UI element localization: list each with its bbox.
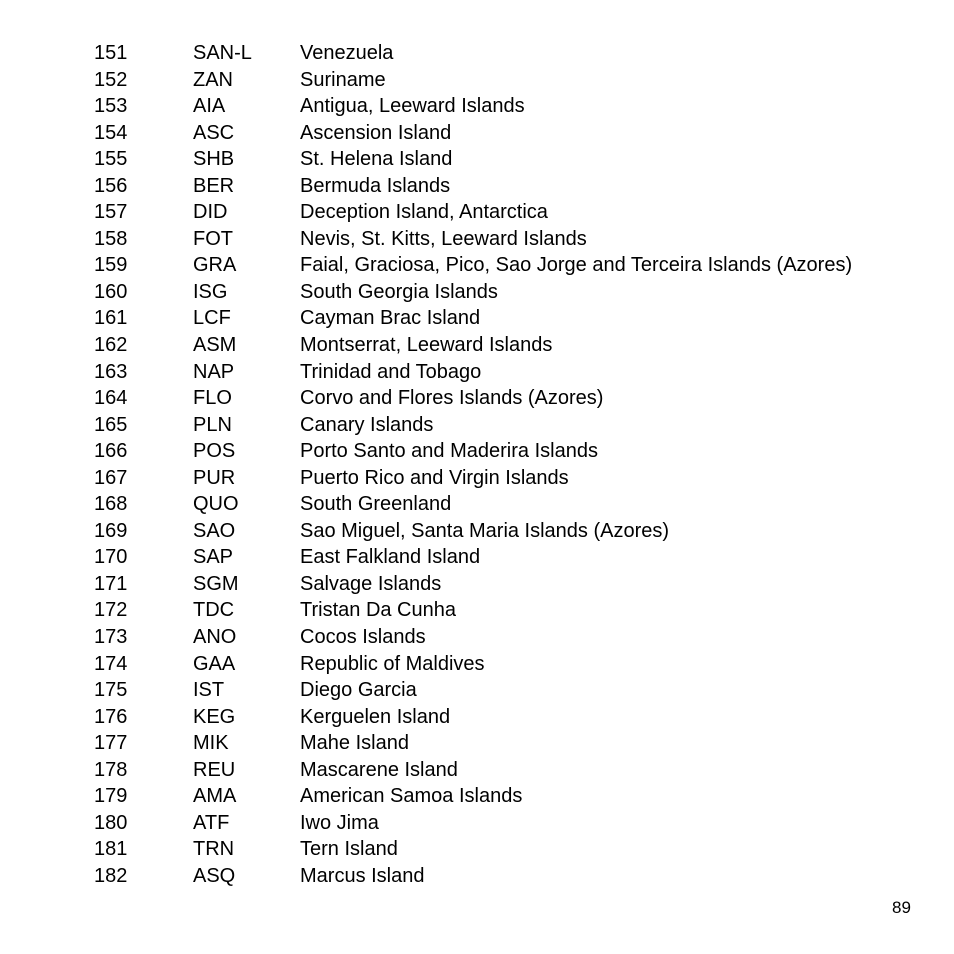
page-number: 89 — [892, 898, 911, 917]
row-number: 153 — [94, 95, 128, 118]
row-number: 170 — [94, 546, 128, 569]
row-location: Marcus Island — [300, 864, 425, 887]
table-row — [94, 305, 934, 332]
table-row — [94, 810, 934, 837]
row-number: 169 — [94, 519, 128, 542]
row-location: Bermuda Islands — [300, 174, 451, 197]
table-row — [94, 757, 934, 784]
row-code: IST — [193, 679, 225, 702]
row-number: 158 — [94, 227, 128, 250]
row-location: Montserrat, Leeward Islands — [300, 334, 553, 357]
row-location: Iwo Jima — [300, 811, 379, 834]
row-number: 152 — [94, 68, 128, 91]
table-row — [94, 252, 934, 279]
table-row — [94, 651, 934, 678]
row-number: 164 — [94, 387, 128, 410]
row-number: 154 — [94, 121, 128, 144]
row-location: St. Helena Island — [300, 148, 453, 171]
row-number: 166 — [94, 440, 128, 463]
row-code: ASQ — [193, 864, 236, 887]
row-number: 176 — [94, 705, 128, 728]
table-row — [94, 332, 934, 359]
table-row — [94, 783, 934, 810]
row-code: QUO — [193, 493, 239, 516]
table-row — [94, 93, 934, 120]
row-code: SAO — [193, 519, 236, 542]
table-row — [94, 173, 934, 200]
row-location: Faial, Graciosa, Pico, Sao Jorge and Terceira Islands (Azores) — [300, 254, 853, 277]
table-row — [94, 67, 934, 94]
row-code: ASC — [193, 121, 235, 144]
row-location: Puerto Rico and Virgin Islands — [300, 466, 569, 489]
row-number: 179 — [94, 785, 128, 808]
table-row — [94, 359, 934, 386]
row-number: 155 — [94, 148, 128, 171]
row-location: Salvage Islands — [300, 572, 442, 595]
row-number: 165 — [94, 413, 128, 436]
row-location: South Georgia Islands — [300, 280, 498, 303]
row-number: 173 — [94, 626, 128, 649]
row-location: Nevis, St. Kitts, Leeward Islands — [300, 227, 587, 250]
row-number: 159 — [94, 254, 128, 277]
table-row — [94, 730, 934, 757]
row-number: 172 — [94, 599, 128, 622]
table-row — [94, 385, 934, 412]
row-code: SHB — [193, 148, 235, 171]
row-number: 177 — [94, 732, 128, 755]
row-location: Cocos Islands — [300, 626, 426, 649]
row-code: SAP — [193, 546, 234, 569]
table-row — [94, 146, 934, 173]
row-number: 161 — [94, 307, 128, 330]
table-row — [94, 438, 934, 465]
row-code: ANO — [193, 626, 237, 649]
row-number: 160 — [94, 280, 128, 303]
table-row — [94, 544, 934, 571]
row-location: Porto Santo and Maderira Islands — [300, 440, 598, 463]
table-row — [94, 704, 934, 731]
table-row — [94, 40, 934, 67]
row-number: 180 — [94, 811, 128, 834]
row-location: Deception Island, Antarctica — [300, 201, 548, 224]
row-number: 182 — [94, 864, 128, 887]
row-code: KEG — [193, 705, 236, 728]
row-code: DID — [193, 201, 228, 224]
row-code: TRN — [193, 838, 235, 861]
table-row — [94, 624, 934, 651]
row-code: PUR — [193, 466, 236, 489]
row-code: AIA — [193, 95, 226, 118]
row-code: FLO — [193, 387, 232, 410]
row-number: 157 — [94, 201, 128, 224]
table-row — [94, 120, 934, 147]
row-location: East Falkland Island — [300, 546, 481, 569]
datum-table — [94, 40, 934, 890]
row-location: Republic of Maldives — [300, 652, 485, 675]
table-row — [94, 677, 934, 704]
table-row — [94, 491, 934, 518]
row-code: SAN-L — [193, 42, 252, 64]
row-location: Venezuela — [300, 42, 394, 64]
row-code: AMA — [193, 785, 237, 808]
row-code: REU — [193, 758, 236, 781]
row-location: Mascarene Island — [300, 758, 458, 781]
table-row — [94, 518, 934, 545]
row-number: 168 — [94, 493, 128, 516]
row-location: Sao Miguel, Santa Maria Islands (Azores) — [300, 519, 670, 542]
row-location: Tristan Da Cunha — [300, 599, 456, 622]
row-code: LCF — [193, 307, 231, 330]
row-location: Antigua, Leeward Islands — [300, 95, 525, 118]
row-location: Ascension Island — [300, 121, 452, 144]
row-location: Tern Island — [300, 838, 398, 861]
row-code: MIK — [193, 732, 229, 755]
table-row — [94, 412, 934, 439]
row-number: 171 — [94, 572, 128, 595]
row-code: GAA — [193, 652, 236, 675]
row-location: Canary Islands — [300, 413, 434, 436]
table-row — [94, 279, 934, 306]
row-number: 174 — [94, 652, 128, 675]
row-location: Suriname — [300, 68, 386, 91]
row-number: 163 — [94, 360, 128, 383]
row-number: 175 — [94, 679, 128, 702]
row-location: Trinidad and Tobago — [300, 360, 482, 383]
row-number: 178 — [94, 758, 128, 781]
row-location: Diego Garcia — [300, 679, 417, 702]
row-code: NAP — [193, 360, 235, 383]
table-row — [94, 597, 934, 624]
row-number: 162 — [94, 334, 128, 357]
row-code: TDC — [193, 599, 235, 622]
row-code: BER — [193, 174, 235, 197]
row-code: POS — [193, 440, 236, 463]
row-location: American Samoa Islands — [300, 785, 523, 808]
row-code: PLN — [193, 413, 232, 436]
table-row — [94, 465, 934, 492]
table-row — [94, 226, 934, 253]
row-location: Cayman Brac Island — [300, 307, 481, 330]
table-row — [94, 836, 934, 863]
row-code: ISG — [193, 280, 228, 303]
row-number: 167 — [94, 466, 128, 489]
row-number: 156 — [94, 174, 128, 197]
row-code: ATF — [193, 811, 230, 834]
row-number: 151 — [94, 42, 128, 64]
row-code: GRA — [193, 254, 237, 277]
row-code: SGM — [193, 572, 239, 595]
table-row — [94, 571, 934, 598]
row-location: Corvo and Flores Islands (Azores) — [300, 387, 604, 410]
row-code: FOT — [193, 227, 233, 250]
row-location: Kerguelen Island — [300, 705, 451, 728]
row-location: South Greenland — [300, 493, 452, 516]
table-row — [94, 199, 934, 226]
row-code: ZAN — [193, 68, 233, 91]
row-code: ASM — [193, 334, 237, 357]
row-number: 181 — [94, 838, 128, 861]
table-row — [94, 863, 934, 890]
row-location: Mahe Island — [300, 732, 409, 755]
